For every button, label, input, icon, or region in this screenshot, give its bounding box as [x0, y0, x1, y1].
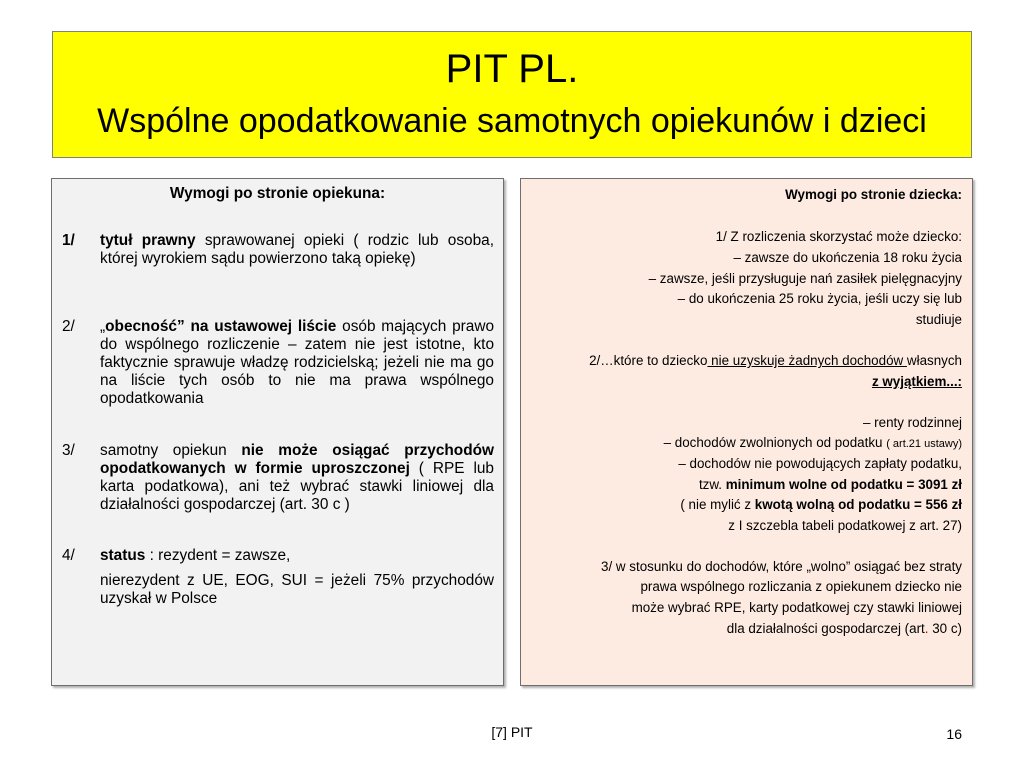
child-requirements-panel — [520, 178, 973, 686]
exception-1: – renty rodzinnej — [863, 415, 962, 430]
guardian-requirement-2 — [62, 318, 494, 408]
section-3-line-3: może wybrać RPE, karty podatkowej czy stawki liniowej — [631, 600, 962, 615]
section-3-line-1: 3/ w stosunku do dochodów, które „wolno” osiągać bez straty — [601, 559, 962, 574]
child-requirements-heading: Wymogi po stronie dziecka: — [785, 187, 962, 202]
guardian-requirement-4 — [62, 547, 494, 608]
guardian-requirement-3 — [62, 442, 494, 514]
section-1-bullet-3-continued: studiuje — [915, 312, 962, 327]
item-number: 4/ — [62, 547, 75, 564]
exception-2: – dochodów zwolnionych od podatku ( art.21 ustawy) — [663, 435, 962, 450]
section-3-line-2: prawa wspólnego rozliczania z opiekunem dziecko nie — [640, 579, 962, 594]
item-text: „obecność” na ustawowej liście osób mających prawo do wspólnego rozliczenie – zatem nie jest istotne, kto faktycznie sprawuje władzę rodzicielską; jeżeli nie ma go na liście tych osób to nie ma prawa wspólnego opodatkowania — [100, 318, 494, 407]
section-1-bullet-2: – zawsze, jeśli przysługuje nań zasiłek pielęgnacyjny — [648, 271, 962, 286]
section-1-bullet-1: – zawsze do ukończenia 18 roku życia — [733, 250, 962, 265]
item-text: status : rezydent = zawsze, — [100, 547, 291, 564]
section-2-line-1: 2/…które to dziecko nie uzyskuje żadnych dochodów własnych — [589, 353, 962, 368]
guardian-requirements-heading: Wymogi po stronie opiekuna: — [169, 185, 386, 202]
slide-title: PIT PL. — [445, 47, 579, 91]
slide-subtitle: Wspólne opodatkowanie samotnych opiekunów i dzieci — [97, 102, 927, 140]
exception-3-minimum: tzw. minimum wolne od podatku = 3091 zł — [698, 477, 962, 492]
section-2-exception-label: z wyjątkiem...: — [871, 374, 962, 389]
guardian-requirements-panel — [51, 178, 504, 686]
footer-source: [7] PIT — [491, 724, 533, 740]
slide-title-box — [52, 31, 972, 158]
item-text-continued: nierezydent z UE, EOG, SUI = jeżeli 75% przychodów uzyskał w Polsce — [100, 572, 494, 607]
section-1-bullet-3: – do ukończenia 25 roku życia, jeśli uczy się lub — [677, 291, 962, 306]
slide-number: 16 — [946, 726, 962, 742]
exception-3: – dochodów nie powodujących zapłaty podatku, — [678, 456, 962, 471]
item-text: tytuł prawny sprawowanej opieki ( rodzic lub osoba, której wyrokiem sądu powierzono taką opiekę) — [100, 232, 494, 267]
item-number: 2/ — [62, 318, 75, 335]
item-number: 1/ — [62, 232, 75, 249]
section-3-line-4: dla działalności gospodarczej (art. 30 c) — [726, 621, 962, 636]
section-1-title: 1/ Z rozliczenia skorzystać może dziecko: — [715, 229, 962, 244]
exception-3-note: z I szczebla tabeli podatkowej z art. 27) — [728, 518, 962, 533]
item-text: samotny opiekun nie może osiągać przychodów opodatkowanych w formie uproszczonej ( RPE lub karta podatkowa), ani też wybrać stawki liniowej dla działalności gospodarczej (art. 30 c ) — [100, 442, 494, 513]
guardian-requirement-1 — [62, 232, 494, 268]
exception-3-free-amount: ( nie mylić z kwotą wolną od podatku = 556 zł — [680, 497, 962, 512]
item-number: 3/ — [62, 442, 75, 459]
